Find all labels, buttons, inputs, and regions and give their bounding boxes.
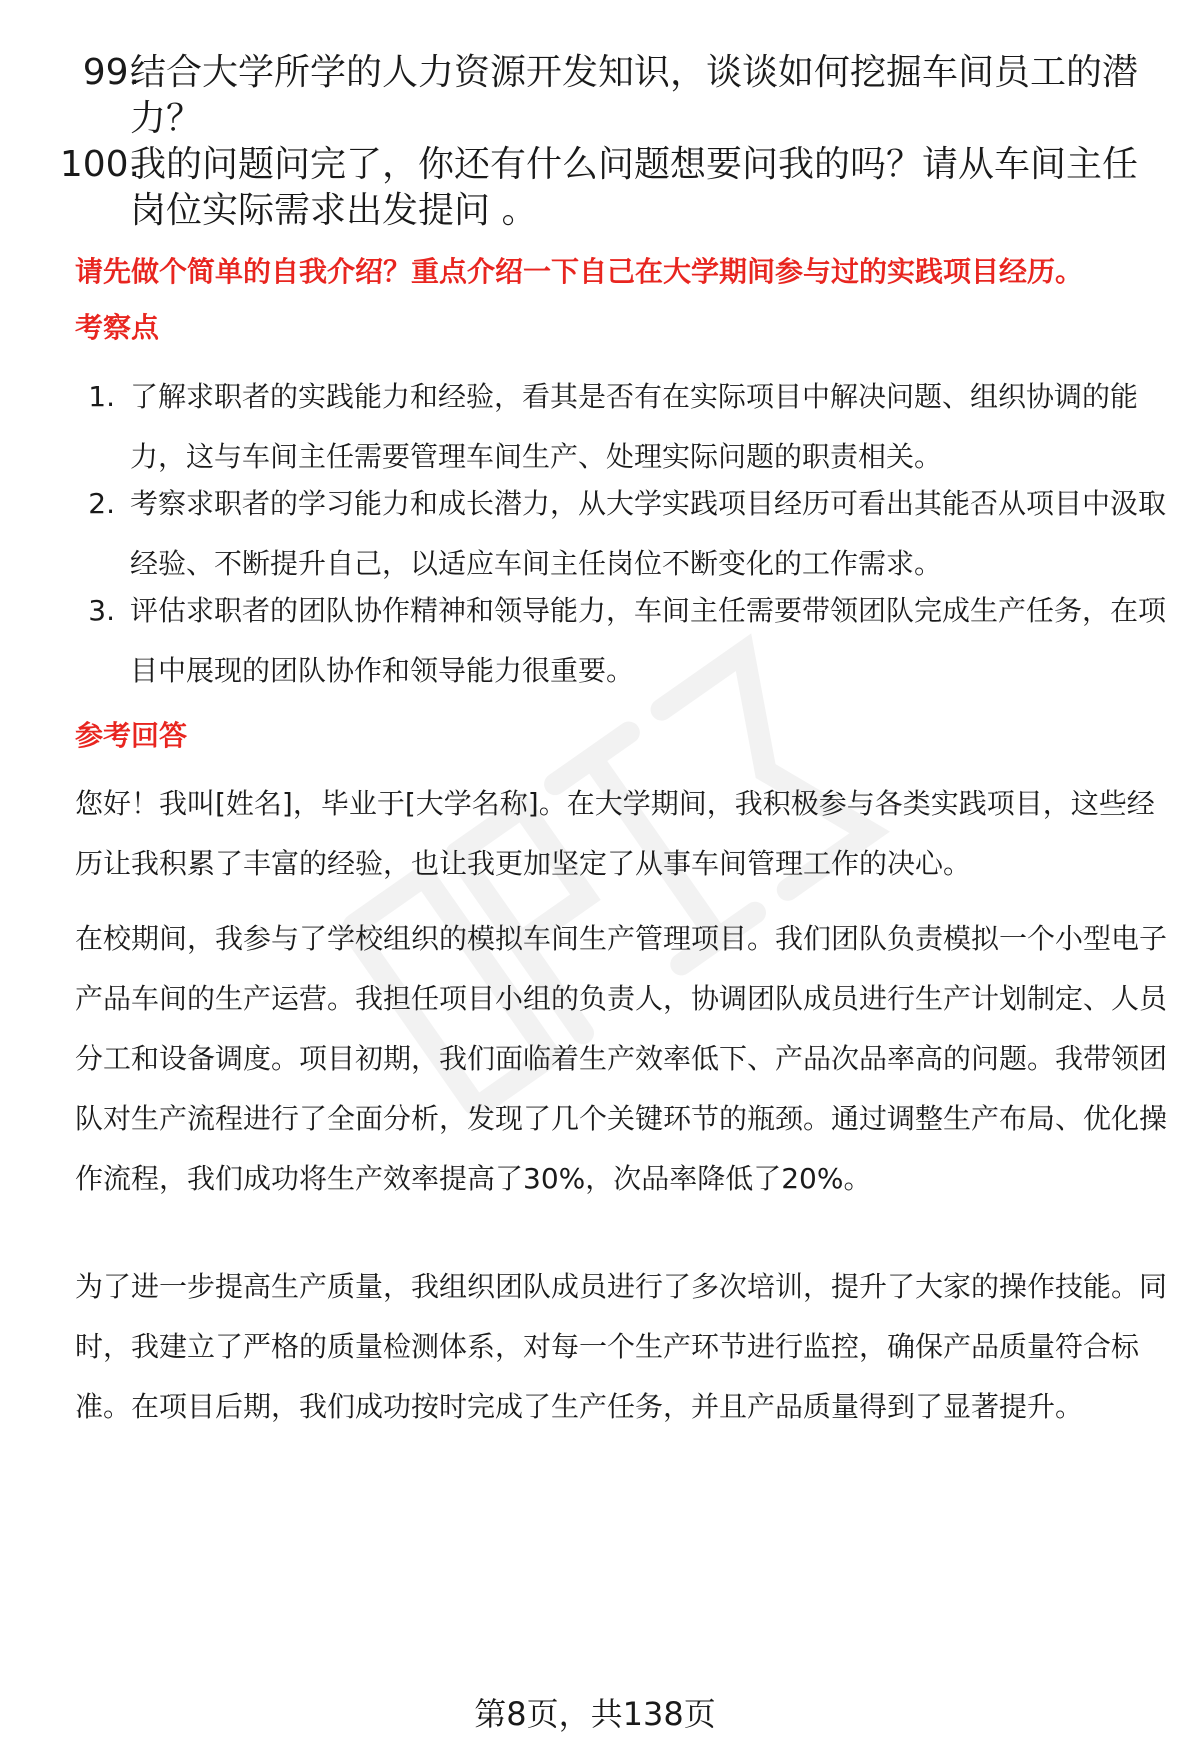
answer-paragraph-3: 为了进一步提高生产质量，我组织团队成员进行了多次培训，提升了大家的操作技能。同时，我建立了严格的质量检测体系，对每一个生产环节进行监控，确保产品质量符合标准。在项目后期，我们成功按时完成了生产任务，并且产品质量得到了显著提升。 [75,1270,1168,1423]
point-text: 考察求职者的学习能力和成长潜力，从大学实践项目经历可看出其能否从项目中汲取经验、不断提升自己，以适应车间主任岗位不断变化的工作需求。 [130,487,1167,580]
point-number: 1. [88,380,115,413]
reference-answer-heading: 参考回答 [75,719,188,752]
question-number: 100. [59,144,140,185]
answer-paragraph-1: 您好！我叫[姓名]，毕业于[大学名称]。在大学期间，我积极参与各类实践项目，这些经历让我积累了丰富的经验，也让我更加坚定了从事车间管理工作的决心。 [75,787,1155,880]
question-text: 结合大学所学的人力资源开发知识，谈谈如何挖掘车间员工的潜力？ [130,52,1139,139]
question-text: 我的问题问完了，你还有什么问题想要问我的吗？请从车间主任岗位实际需求出发提问 。 [130,144,1139,231]
exam-points-heading: 考察点 [75,311,160,344]
point-number: 2. [88,487,115,520]
question-number: 99. [82,52,140,93]
page-footer: 第8页，共138页 [474,1695,716,1733]
answer-paragraph-2: 在校期间，我参与了学校组织的模拟车间生产管理项目。我们团队负责模拟一个小型电子产品车间的生产运营。我担任项目小组的负责人，协调团队成员进行生产计划制定、人员分工和设备调度。项目初期，我们面临着生产效率低下、产品次品率高的问题。我带领团队对生产流程进行了全面分析，发现了几个关键环节的瓶颈。通过调整生产布局、优化操作流程，我们成功将生产效率提高了30%，次品率降低了20%。 [75,922,1168,1195]
point-number: 3. [88,594,115,627]
interview-question-title: 请先做个简单的自我介绍？重点介绍一下自己在大学期间参与过的实践项目经历。 [75,255,1084,288]
point-text: 评估求职者的团队协作精神和领导能力，车间主任需要带领团队完成生产任务，在项目中展现的团队协作和领导能力很重要。 [130,594,1167,687]
point-text: 了解求职者的实践能力和经验，看其是否有在实际项目中解决问题、组织协调的能力，这与车间主任需要管理车间生产、处理实际问题的职责相关。 [130,380,1139,473]
